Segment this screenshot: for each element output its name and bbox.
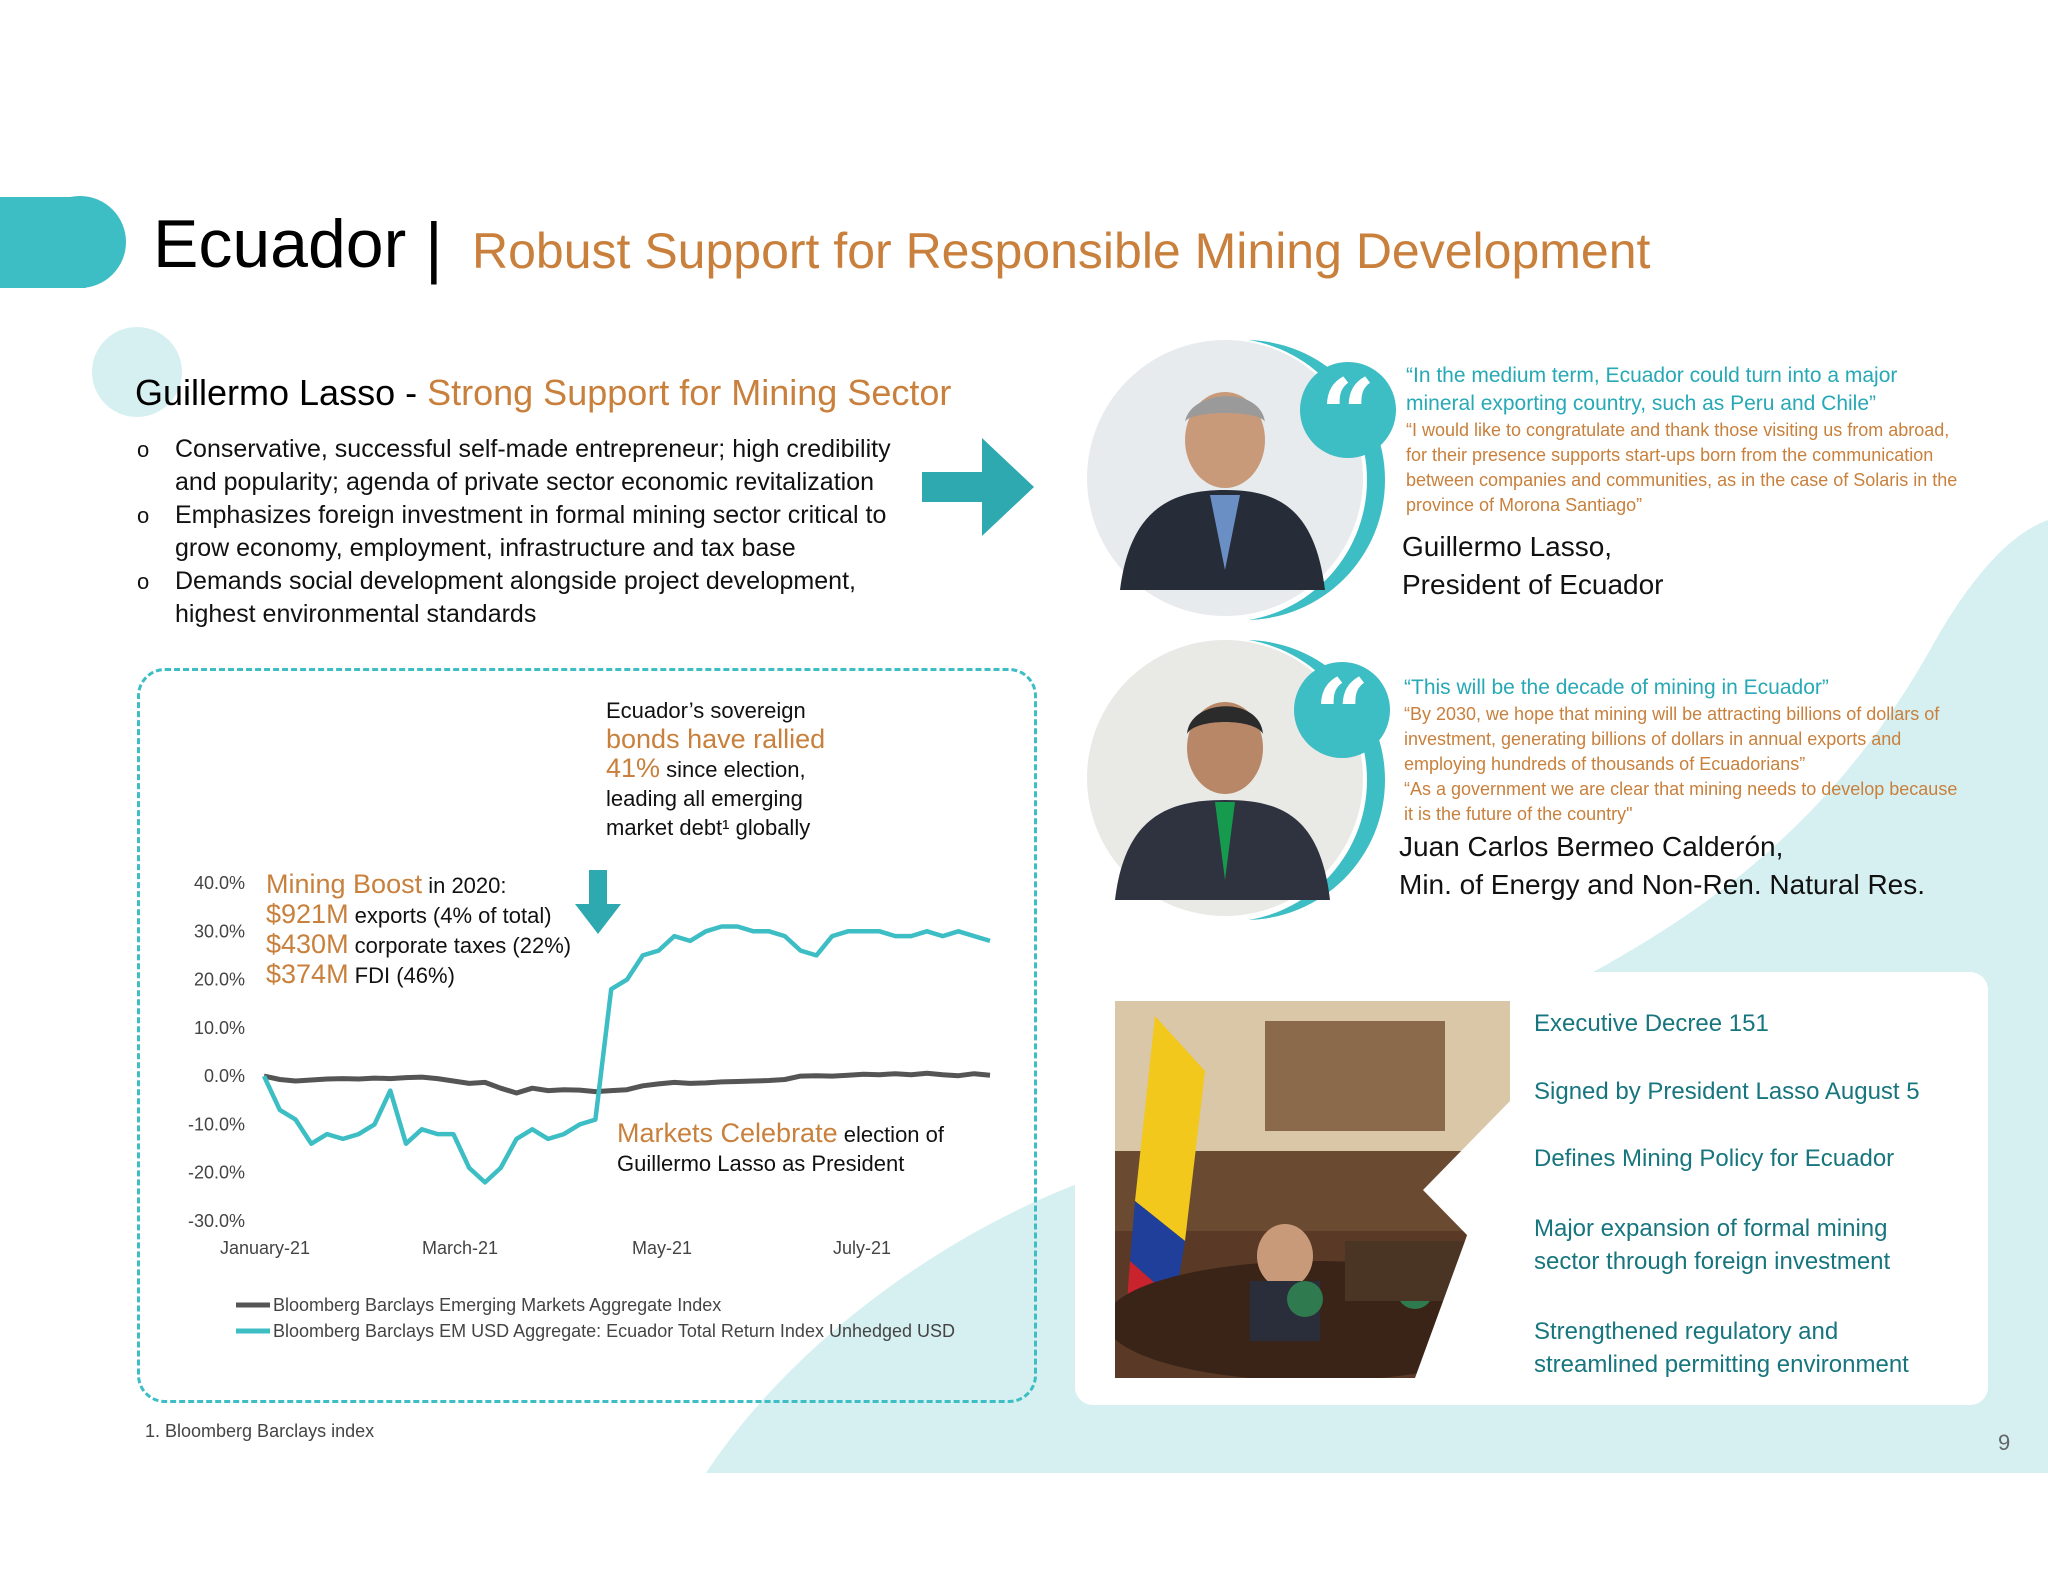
markets-celebrate-suffix: election of [837,1122,944,1147]
decree-item-3: Defines Mining Policy for Ecuador [1534,1145,1895,1172]
x-tick-label: March-21 [421,1238,499,1258]
x-tick-label: May-21 [631,1238,693,1258]
bullet-text: Conservative, successful self-made entrepreneur; high credibility and popularity; agenda of private sector economic revitalization [175,435,891,496]
lasso-quote-main: “In the medium term, Ecuador could turn into a major mineral exporting country, such as Peru and Chile” [1406,364,1898,415]
svg-text:“: “ [1314,658,1370,771]
series-line [264,1073,990,1093]
legend-label: Bloomberg Barclays EM USD Aggregate: Ecuador Total Return Index Unhedged USD [273,1321,956,1341]
bonds-callout-line4: leading all emerging [606,786,803,811]
y-tick-label: 20.0% [193,969,245,990]
bermeo-portrait-group [1060,630,1400,930]
taxes-label: corporate taxes (22%) [348,933,572,958]
bullet-marker: o [137,437,150,462]
page-subtitle: Robust Support for Responsible Mining Development [472,223,1651,279]
y-tick-label: 0.0% [203,1066,245,1087]
y-tick-label: 10.0% [193,1017,245,1038]
decree-item-2: Signed by President Lasso August 5 [1534,1078,1920,1105]
bonds-callout-line3: since election, [660,757,806,782]
lasso-quote [1406,362,1966,518]
decree-pointer [1421,1100,1511,1280]
bermeo-quote [1404,674,1964,827]
x-tick-label: January-21 [219,1238,311,1258]
bermeo-title: Min. of Energy and Non-Ren. Natural Res. [1399,869,1926,900]
markets-callout [617,1119,957,1178]
bullet-text: Demands social development alongside project development, highest environmental standards [175,567,856,628]
bullet-marker: o [137,569,150,594]
svg-text:“: “ [1320,358,1376,471]
bullet-marker: o [137,503,150,528]
x-tick-label: July-21 [832,1238,892,1258]
decree-item-4: Major expansion of formal mining [1534,1215,1888,1242]
y-tick-label: 30.0% [193,921,245,942]
decree-item-4b: sector through foreign investment [1534,1248,1891,1275]
section-name: Guillermo Lasso - [135,372,428,413]
fdi-label: FDI (46%) [348,963,455,988]
y-tick-label: -10.0% [187,1114,245,1135]
mining-boost-callout [266,870,596,990]
lasso-quote-secondary: “I would like to congratulate and thank those visiting us from abroad, for their presence supports start-ups born from the communication between companies and communities, as in the case of Solaris in the province of Morona Santiago” [1406,420,1958,515]
footnote: 1. Bloomberg Barclays index [145,1421,375,1441]
lasso-name: Guillermo Lasso, [1402,531,1613,562]
mining-boost-label: Mining Boost [266,869,423,899]
bonds-callout-line1: Ecuador’s sovereign [606,698,806,723]
bonds-callout-percent: 41% [606,753,661,783]
decree-item-5: Strengthened regulatory and [1534,1318,1839,1345]
page-title: Ecuador [153,206,407,282]
fdi-value: $374M [266,959,349,989]
lasso-speaker [1402,528,1664,604]
bullet-text: Emphasizes foreign investment in formal mining sector critical to grow economy, employment, infrastructure and tax base [175,501,887,562]
title-separator: | [425,209,443,285]
bermeo-quote-secondary-1: “By 2030, we hope that mining will be attracting billions of dollars of investment, generating billions of dollars in annual exports and employing hundreds of thousands of Ecuadorians” [1404,704,1940,774]
y-tick-label: -20.0% [187,1162,245,1183]
bermeo-name: Juan Carlos Bermeo Calderón, [1399,831,1784,862]
exports-label: exports (4% of total) [348,903,552,928]
markets-celebrate-label: Markets Celebrate [617,1118,838,1148]
y-tick-label: 40.0% [193,873,245,893]
bonds-callout-line2: bonds have rallied [606,724,826,754]
markets-celebrate-line2: Guillermo Lasso as President [617,1151,905,1176]
bonds-callout-line5: market debt¹ globally [606,815,811,840]
lasso-title: President of Ecuador [1402,569,1664,600]
bermeo-quote-main: “This will be the decade of mining in Ecuador” [1404,676,1829,699]
page-number: 9 [1998,1430,2011,1455]
lasso-portrait-group [1060,330,1400,630]
decree-item-5b: streamlined permitting environment [1534,1351,1909,1378]
bermeo-speaker [1399,828,1925,904]
mining-boost-suffix: in 2020: [422,873,507,898]
exports-value: $921M [266,899,349,929]
bermeo-quote-secondary-2: “As a government we are clear that mining needs to develop because it is the future of the country" [1404,779,1958,824]
bonds-callout [606,696,876,842]
legend-label: Bloomberg Barclays Emerging Markets Aggregate Index [273,1295,722,1315]
decree-item-1: Executive Decree 151 [1534,1010,1769,1037]
section-highlight: Strong Support for Mining Sector [427,372,952,413]
taxes-value: $430M [266,929,349,959]
y-tick-label: -30.0% [187,1211,245,1231]
